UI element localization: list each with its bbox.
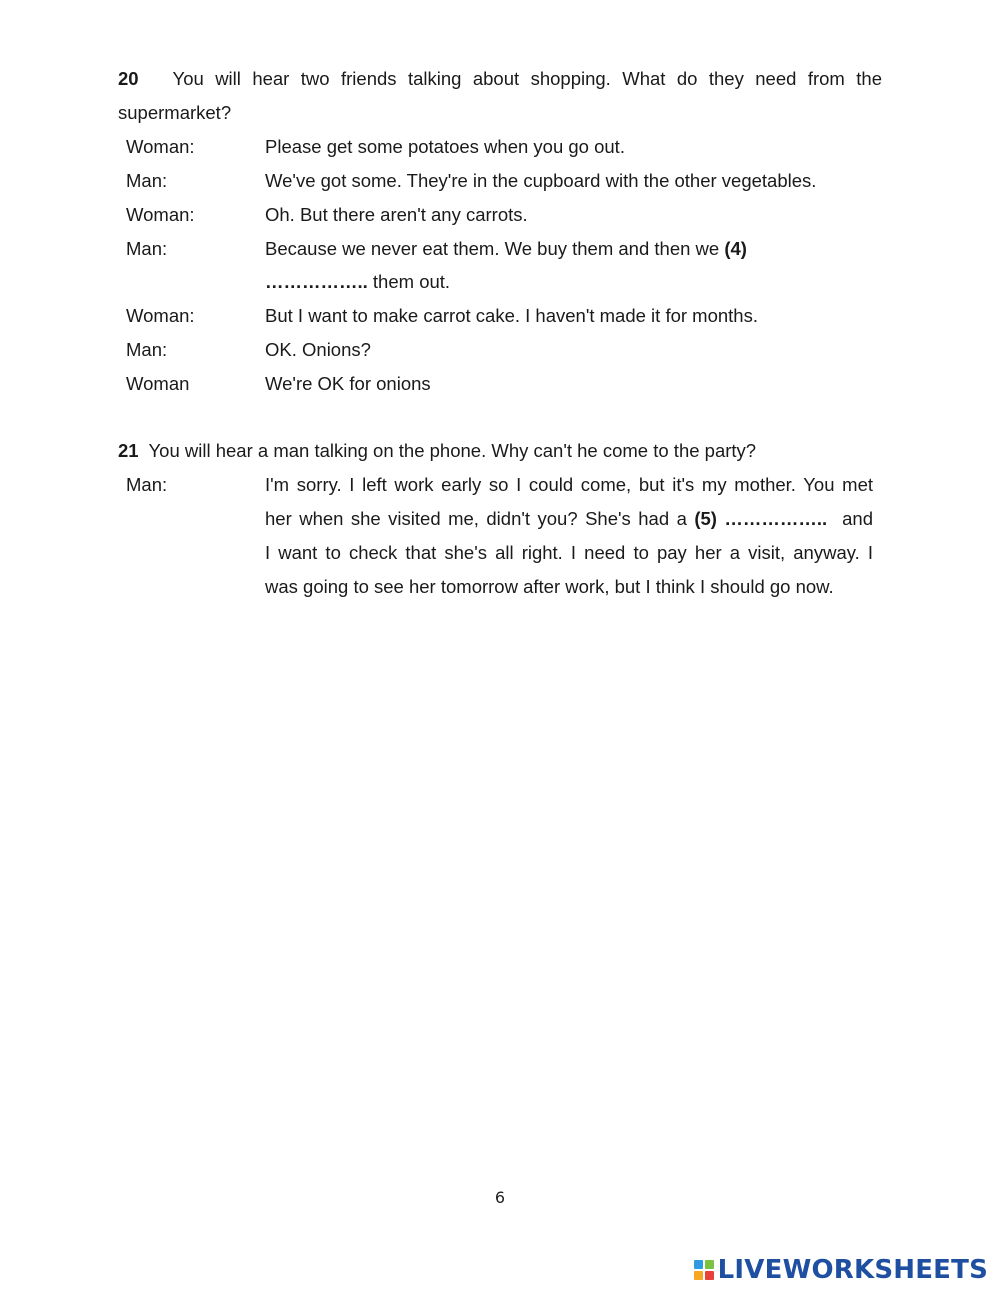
logo-tiles-icon — [694, 1260, 714, 1280]
logo-tile — [694, 1271, 703, 1280]
logo-tile — [694, 1260, 703, 1269]
logo-tile — [705, 1271, 714, 1280]
dialogue-line: Oh. But there aren't any carrots. — [265, 204, 528, 225]
monologue-text: her when she visited me, didn't you? She's had a — [265, 508, 695, 529]
question-text: You will hear two friends talking about shopping. What do they need from the supermarket? — [118, 68, 882, 123]
dialogue-line: We've got some. They're in the cupboard with the other vegetables. — [265, 170, 817, 191]
monologue-line — [265, 502, 873, 536]
gap-5-blank[interactable]: (5) …………….. — [694, 508, 828, 529]
speaker-label: Man: — [126, 238, 168, 259]
liveworksheets-logo — [694, 1254, 988, 1286]
dialogue-line: But I want to make carrot cake. I haven't made it for months. — [265, 305, 758, 326]
question-text: You will hear a man talking on the phone. Why can't he come to the party? — [148, 440, 757, 461]
speaker-label: Woman: — [126, 305, 195, 326]
page-number: 6 — [494, 1188, 506, 1207]
speaker-label: Man: — [126, 170, 168, 191]
monologue-line: was going to see her tomorrow after work, but I think I should go now. — [265, 576, 834, 597]
gap-4-label: (4) — [724, 238, 747, 259]
question-21-prompt — [118, 434, 882, 468]
question-20-prompt — [118, 62, 882, 130]
logo-text: LIVEWORKSHEETS — [717, 1255, 988, 1285]
dialogue-line: Please get some potatoes when you go out. — [265, 136, 625, 157]
logo-tile — [705, 1260, 714, 1269]
monologue-text: and — [842, 508, 874, 529]
dialogue-text: Because we never eat them. We buy them and then we — [265, 238, 725, 259]
dialogue-text: them out. — [367, 271, 451, 292]
gap-4-blank[interactable]: …………….. — [265, 271, 368, 292]
monologue-line: I'm sorry. I left work early so I could come, but it's my mother. You met — [265, 474, 873, 495]
question-number: 20 — [118, 68, 139, 89]
question-number: 21 — [118, 440, 139, 461]
monologue-line: I want to check that she's all right. I need to pay her a visit, anyway. I — [265, 542, 873, 563]
speaker-label: Woman: — [126, 204, 195, 225]
speaker-label: Woman — [126, 373, 190, 394]
speaker-label: Man: — [126, 474, 168, 495]
dialogue-line: We're OK for onions — [265, 373, 431, 394]
dialogue-line — [265, 265, 450, 299]
dialogue-line: OK. Onions? — [265, 339, 371, 360]
speaker-label: Man: — [126, 339, 168, 360]
dialogue-line — [265, 232, 747, 266]
speaker-label: Woman: — [126, 136, 195, 157]
